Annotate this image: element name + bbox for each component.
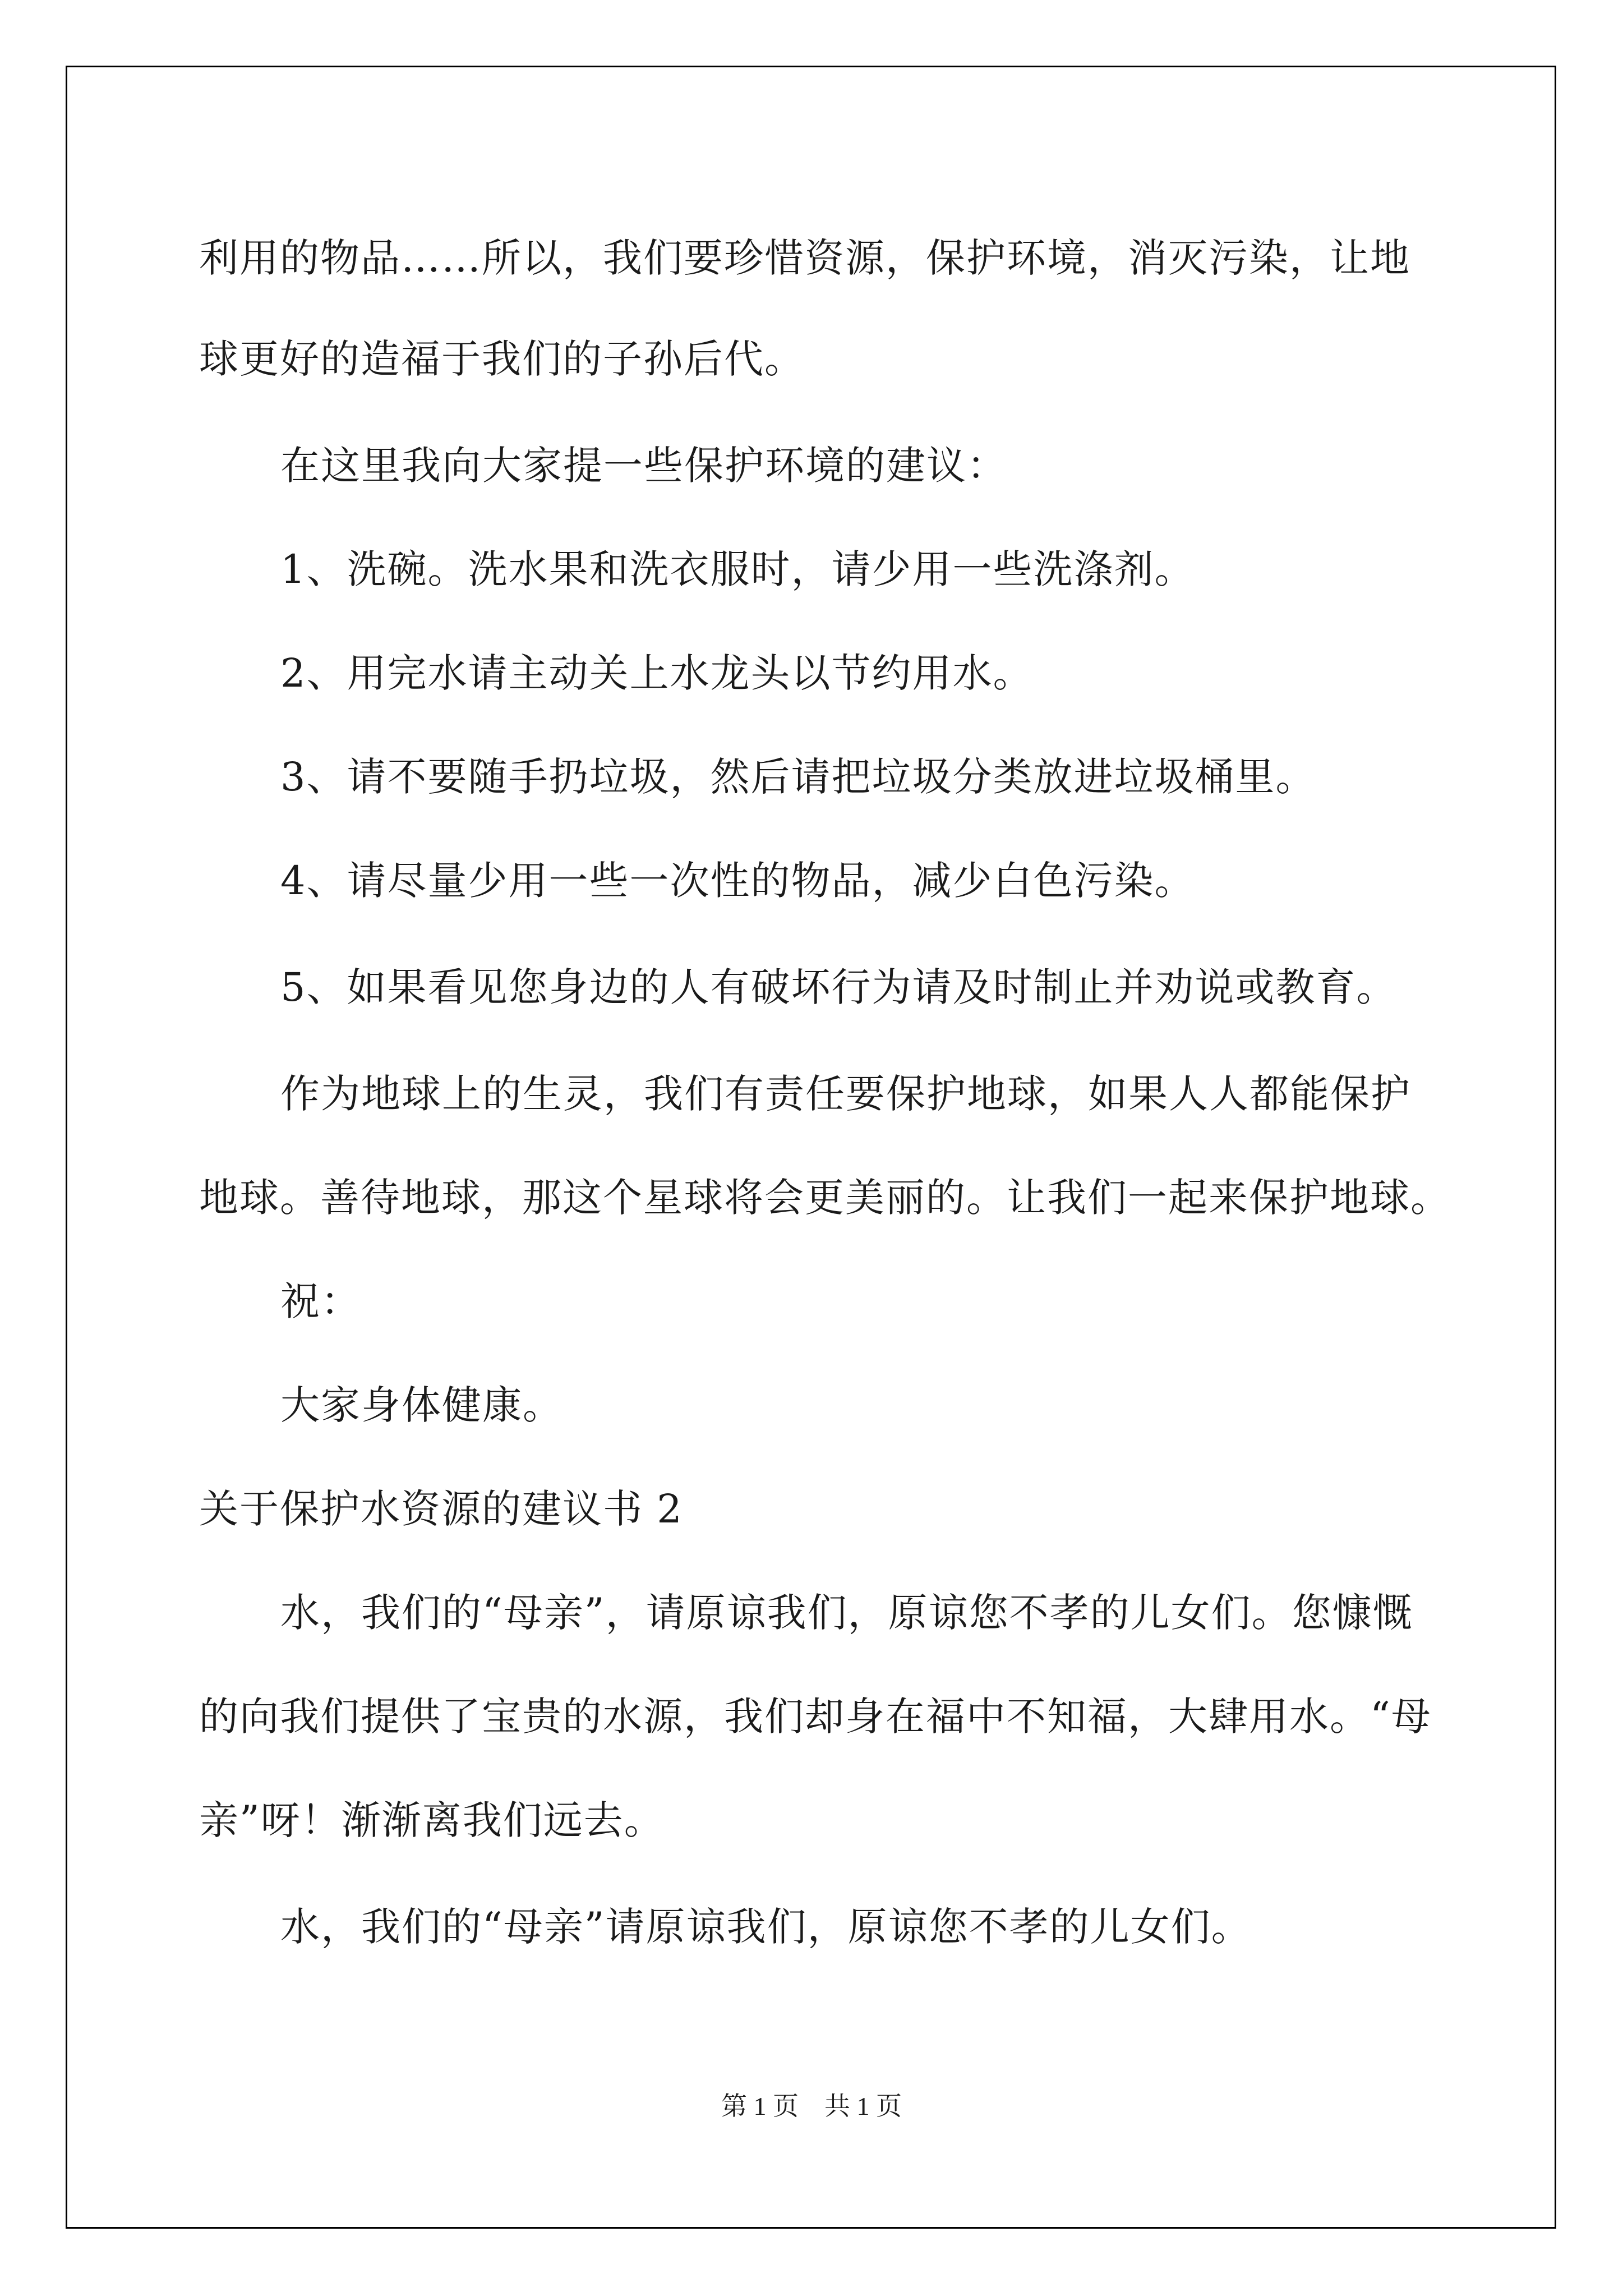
paragraph-line: 祝： bbox=[280, 1278, 361, 1324]
paragraph-line: 作为地球上的生灵，我们有责任要保护地球，如果人人都能保护 bbox=[280, 1071, 1411, 1117]
paragraph-line: 球更好的造福于我们的子孙后代。 bbox=[199, 336, 805, 382]
paragraph-line: 在这里我向大家提一些保护环境的建议： bbox=[280, 443, 1007, 489]
section-heading: 关于保护水资源的建议书 2 bbox=[199, 1486, 683, 1532]
paragraph-line: 水，我们的“母亲”，请原谅我们，原谅您不孝的儿女们。您慷慨 bbox=[280, 1590, 1413, 1636]
list-item: 5、如果看见您身边的人有破坏行为请及时制止并劝说或教育。 bbox=[280, 964, 1397, 1010]
paragraph-line: 大家身体健康。 bbox=[280, 1382, 563, 1428]
paragraph-line: 水，我们的“母亲”请原谅我们，原谅您不孝的儿女们。 bbox=[280, 1904, 1252, 1950]
paragraph-line: 利用的物品……所以，我们要珍惜资源，保护环境，消灭污染，让地 bbox=[199, 235, 1410, 281]
paragraph-line: 的向我们提供了宝贵的水源，我们却身在福中不知福，大肆用水。“母 bbox=[199, 1694, 1432, 1740]
paragraph-line: 亲”呀！渐渐离我们远去。 bbox=[199, 1797, 665, 1843]
page-footer: 第 1 页 共 1 页 bbox=[721, 2092, 902, 2120]
list-item: 3、请不要随手扔垃圾，然后请把垃圾分类放进垃圾桶里。 bbox=[280, 754, 1316, 800]
list-item: 2、用完水请主动关上水龙头以节约用水。 bbox=[280, 650, 1034, 696]
list-item: 4、请尽量少用一些一次性的物品，减少白色污染。 bbox=[280, 858, 1195, 904]
list-item: 1、洗碗。洗水果和洗衣服时，请少用一些洗涤剂。 bbox=[280, 546, 1195, 592]
paragraph-line: 地球。善待地球，那这个星球将会更美丽的。让我们一起来保护地球。 bbox=[199, 1175, 1451, 1221]
